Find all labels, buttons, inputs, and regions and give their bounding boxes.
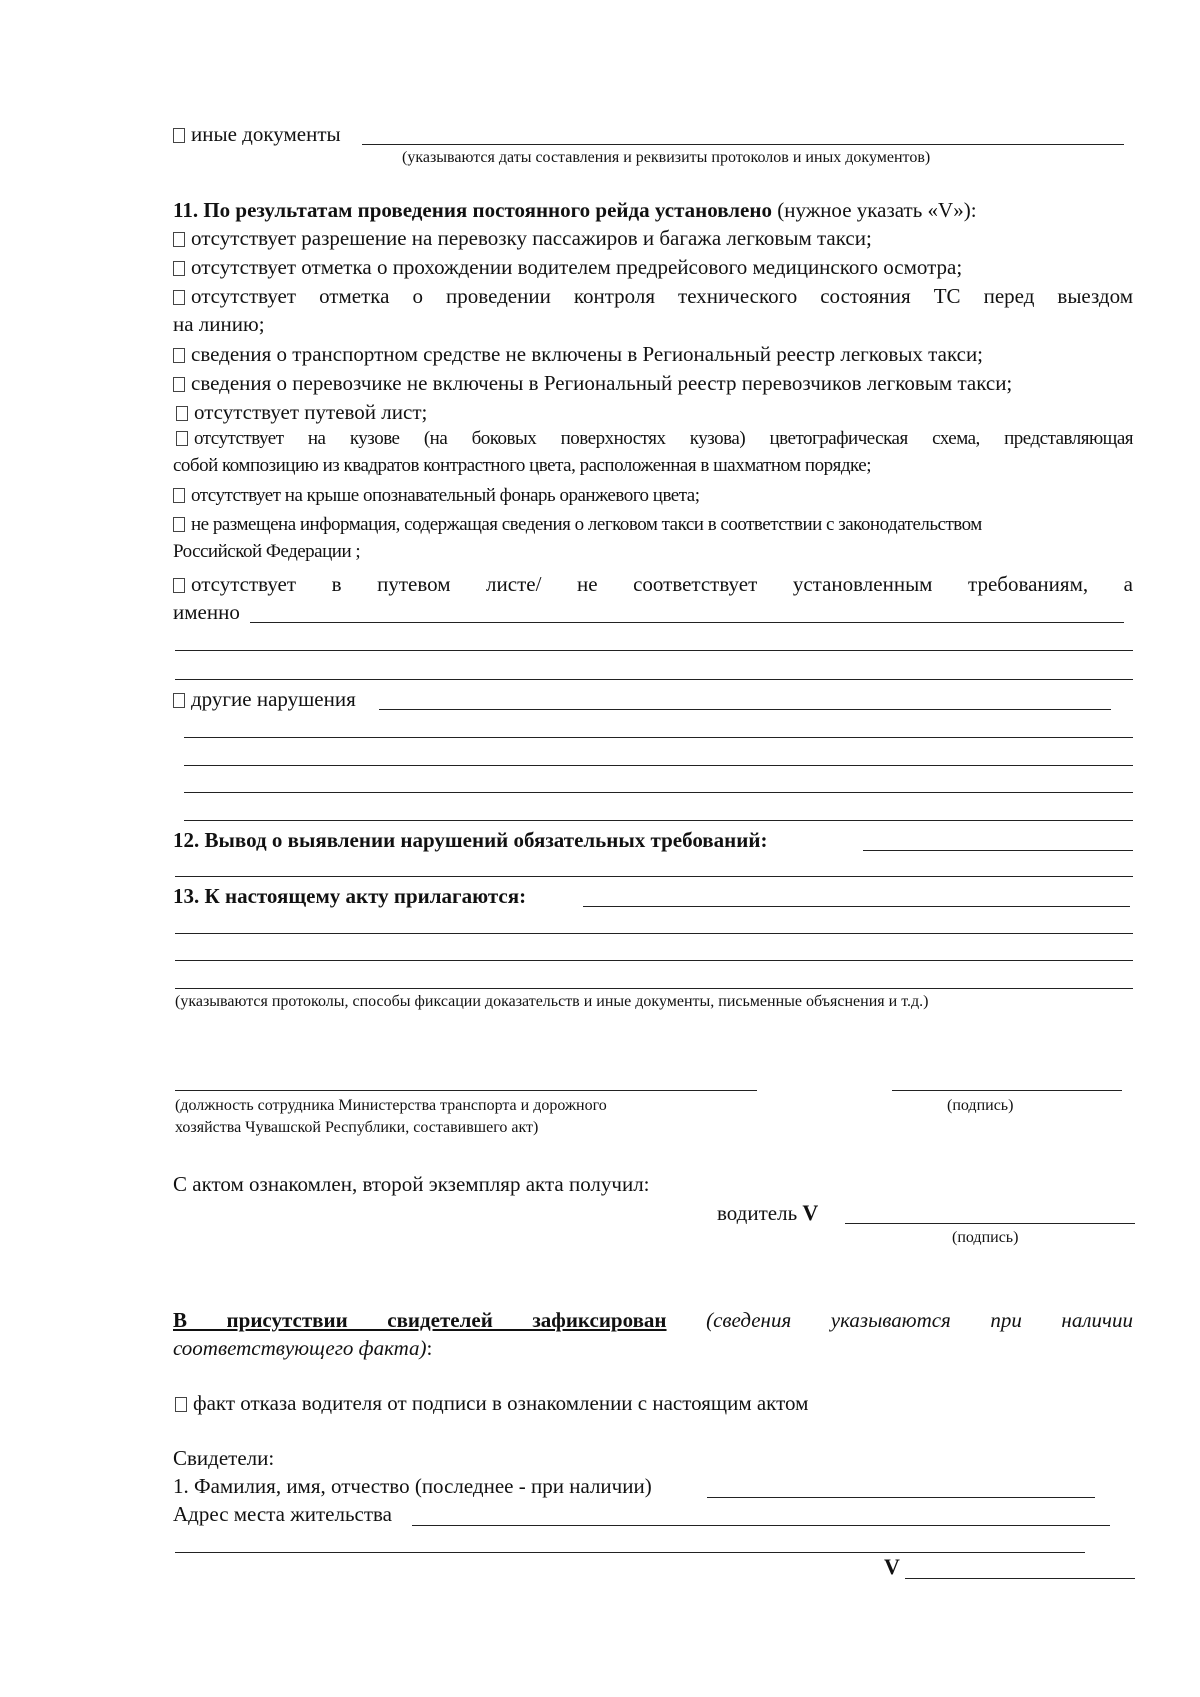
checklist-item	[173, 224, 872, 252]
checkbox[interactable]	[173, 488, 185, 503]
fill-line[interactable]	[175, 876, 1133, 877]
fill-line[interactable]	[175, 679, 1133, 680]
fill-line[interactable]	[184, 820, 1133, 821]
witnesses-label: Свидетели:	[173, 1446, 275, 1470]
fill-line[interactable]	[184, 737, 1133, 738]
signature-line[interactable]	[845, 1223, 1135, 1224]
checklist-item	[173, 340, 983, 368]
position-line[interactable]	[175, 1090, 757, 1091]
checklist-item	[173, 570, 1133, 598]
other-violations-row	[173, 685, 356, 713]
driver-row	[717, 1199, 818, 1227]
signature-line[interactable]	[905, 1578, 1135, 1579]
witnesses-heading-row	[173, 1306, 1133, 1334]
refusal-row	[175, 1389, 808, 1417]
fill-line[interactable]	[412, 1525, 1110, 1526]
checkbox[interactable]	[173, 128, 185, 143]
checkbox[interactable]	[175, 1397, 187, 1412]
checklist-item-text: не размещена информация, содержащая сведения о легковом такси в соответствии с законодательством	[191, 514, 982, 535]
checklist-item	[176, 398, 427, 426]
checklist-item	[173, 253, 962, 281]
checklist-item-text: отсутствует в путевом листе/ не соответствует установленным требованиям, а	[191, 572, 1133, 596]
position-hint: хозяйства Чувашской Республики, составившего акт)	[175, 1119, 539, 1136]
checkbox[interactable]	[173, 377, 185, 392]
checklist-item-continuation: именно	[173, 600, 240, 624]
checklist-item	[173, 512, 982, 538]
witnesses-note-continuation: соответствующего факта)	[173, 1336, 427, 1360]
driver-mark: V	[802, 1200, 819, 1225]
fill-line[interactable]	[175, 1552, 1085, 1553]
other-violations-label: другие нарушения	[191, 687, 356, 711]
fill-line[interactable]	[707, 1497, 1095, 1498]
fill-line[interactable]	[175, 933, 1133, 934]
fill-line[interactable]	[863, 850, 1133, 851]
checklist-item-text: отсутствует на кузове (на боковых поверхностях кузова) цветографическая схема, представляющая	[194, 428, 1133, 449]
checklist-item-text: отсутствует на крыше опознавательный фонарь оранжевого цвета;	[191, 485, 700, 506]
checkbox[interactable]	[173, 517, 185, 532]
checkbox[interactable]	[176, 431, 188, 446]
checkbox[interactable]	[173, 290, 185, 305]
witness-1-name-label: 1. Фамилия, имя, отчество (последнее - при наличии)	[173, 1474, 652, 1498]
section-12-title: 12. Вывод о выявлении нарушений обязательных требований:	[173, 828, 768, 852]
checklist-item-continuation: собой композицию из квадратов контрастного цвета, расположенная в шахматном порядке;	[173, 455, 871, 476]
signature-hint: (подпись)	[952, 1229, 1019, 1246]
other-docs-row	[173, 120, 341, 148]
checkbox[interactable]	[173, 261, 185, 276]
checkbox[interactable]	[173, 578, 185, 593]
section-13-hint: (указываются протоколы, способы фиксации доказательств и иные документы, письменные объяснения и т.д.)	[175, 993, 929, 1010]
checklist-item-text: отсутствует отметка о проведении контроля технического состояния ТС перед выездом	[191, 284, 1133, 308]
other-docs-hint: (указываются даты составления и реквизиты протоколов и иных документов)	[402, 149, 931, 166]
checklist-item-continuation: на линию;	[173, 312, 265, 336]
fill-line[interactable]	[184, 765, 1133, 766]
fill-line[interactable]	[583, 906, 1130, 907]
fill-line[interactable]	[175, 650, 1133, 651]
witness-mark: V	[884, 1554, 900, 1579]
driver-label: водитель	[717, 1201, 798, 1225]
checklist-item-text: сведения о перевозчике не включены в Региональный реестр перевозчиков легковым такси;	[191, 371, 1013, 395]
signature-hint: (подпись)	[947, 1097, 1014, 1114]
fill-line[interactable]	[362, 144, 1124, 145]
refusal-label: факт отказа водителя от подписи в ознакомлении с настоящим актом	[193, 1391, 809, 1415]
checklist-item-text: сведения о транспортном средстве не включены в Региональный реестр легковых такси;	[191, 342, 984, 366]
signature-line[interactable]	[892, 1090, 1122, 1091]
checklist-item-text: отсутствует путевой лист;	[194, 400, 428, 424]
checklist-item-continuation: Российской Федерации ;	[173, 541, 361, 562]
checklist-item	[173, 369, 1012, 397]
other-docs-label: иные документы	[191, 122, 341, 146]
section-13-title: 13. К настоящему акту прилагаются:	[173, 884, 527, 908]
checklist-item-text: отсутствует отметка о прохождении водителем предрейсового медицинского осмотра;	[191, 255, 963, 279]
section-11-note: (нужное указать «V»):	[771, 198, 977, 222]
witnesses-note-row	[173, 1334, 432, 1362]
checklist-item	[173, 282, 1133, 310]
section-11-title: 11. По результатам проведения постоянного рейда установлено	[173, 198, 772, 222]
position-hint: (должность сотрудника Министерства транспорта и дорожного	[175, 1097, 607, 1114]
witnesses-note: (сведения указываются при наличии	[706, 1308, 1134, 1332]
fill-line[interactable]	[175, 988, 1133, 989]
address-label: Адрес места жительства	[173, 1502, 392, 1526]
witnesses-heading: В присутствии свидетелей зафиксирован	[173, 1308, 667, 1332]
witnesses-note-colon: :	[426, 1336, 433, 1360]
fill-line[interactable]	[175, 960, 1133, 961]
fill-line[interactable]	[184, 792, 1133, 793]
checkbox[interactable]	[176, 406, 188, 421]
section-11-heading	[173, 196, 977, 224]
fill-line[interactable]	[250, 622, 1124, 623]
acknowledgement-text: С актом ознакомлен, второй экземпляр акта получил:	[173, 1172, 650, 1196]
checklist-item	[173, 483, 700, 509]
checklist-item	[176, 426, 1133, 452]
checklist-item-text: отсутствует разрешение на перевозку пассажиров и багажа легковым такси;	[191, 226, 872, 250]
checkbox[interactable]	[173, 348, 185, 363]
checkbox[interactable]	[173, 232, 185, 247]
fill-line[interactable]	[379, 709, 1111, 710]
checkbox[interactable]	[173, 693, 185, 708]
